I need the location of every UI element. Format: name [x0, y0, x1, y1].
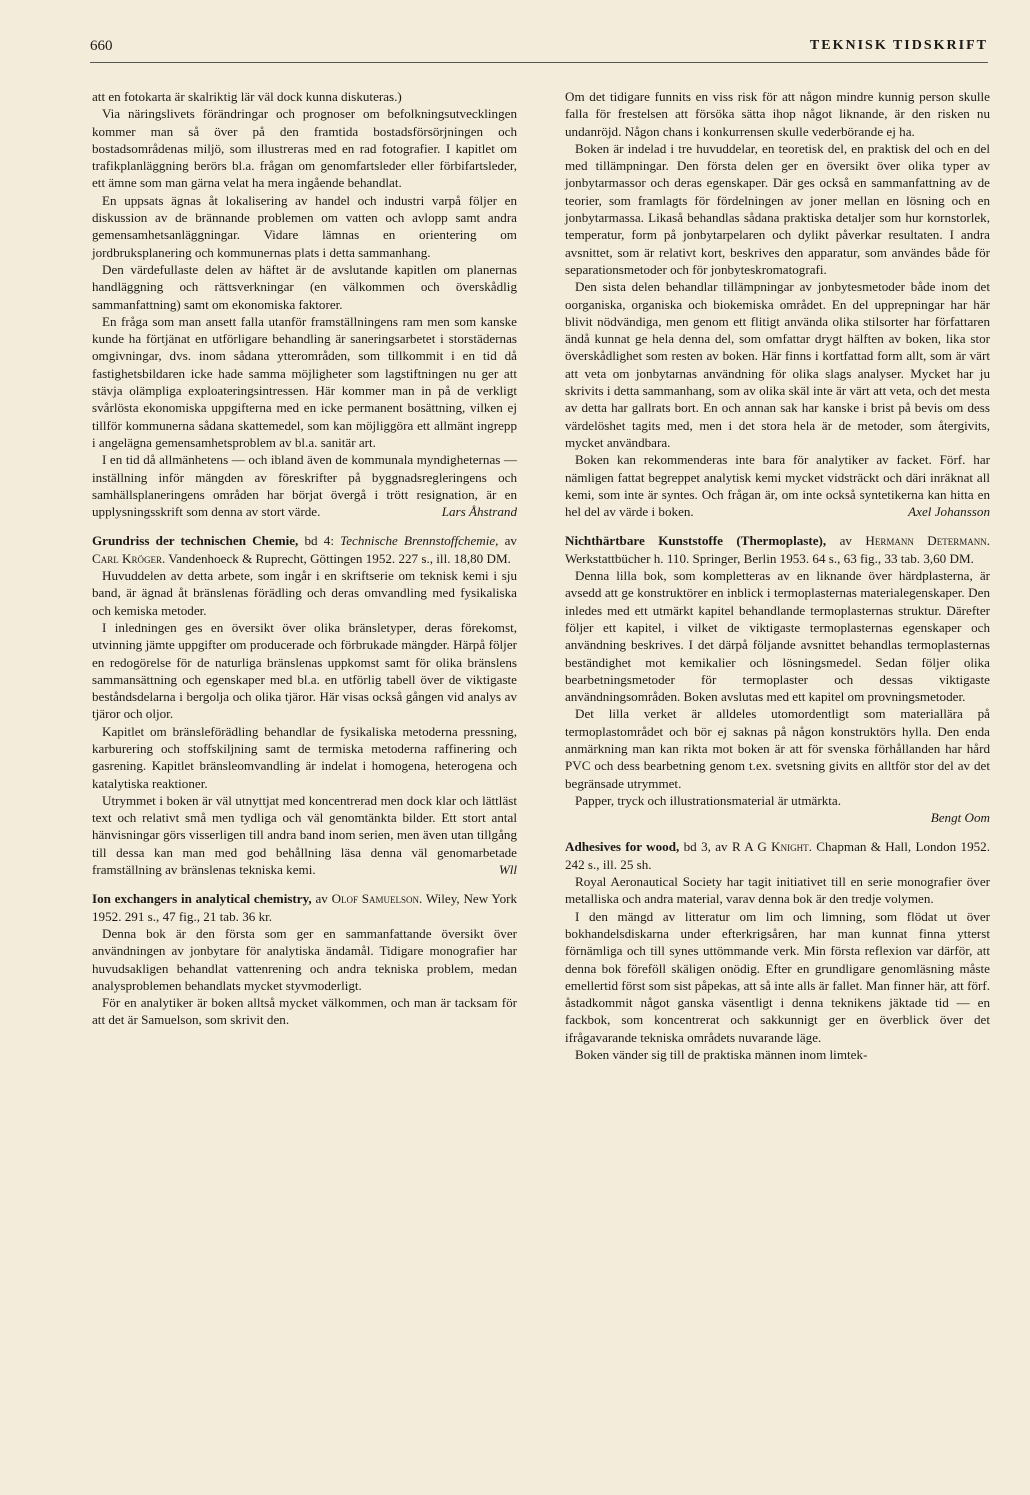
paragraph: att en fotokarta är skalriktig lär väl dock kunna diskuteras.)	[92, 89, 402, 104]
book-title: Adhesives for wood,	[565, 839, 680, 855]
right-column	[565, 88, 990, 1063]
book-author: Olof Samuelson	[331, 891, 420, 907]
reviewer-signature: Axel Johansson	[908, 504, 990, 520]
book-title: Nichthärtbare Kunststoffe (Thermoplaste),	[565, 533, 827, 549]
page-number: 660	[90, 38, 113, 54]
book-subtitle: Technische Brennstoffchemie,	[340, 533, 499, 549]
book-title: Grundriss der technischen Chemie,	[92, 533, 299, 549]
volume-text: bd 4:	[298, 533, 341, 549]
paragraph: Boken vänder sig till de praktiska männen inom limtek-	[575, 1047, 868, 1063]
paragraph-text: I en tid då allmänhetens — och ibland även de kommunala myndigheternas — inställning inför mängden av föreskrifter på byggnadsregleringens och samhällsplaneringens områden har börjat övergå i trött resignation, är en upplysningsskrift som denna av stort värde.	[92, 452, 517, 520]
by-text: av	[826, 533, 866, 549]
paragraph: I inledningen ges en översikt över olika bränsletyper, deras förekomst, utvinning jämte uppgifter om producerade och förbrukade mängder. Härpå följer en redogörelse för de naturliga bränslenas uppkomst samt för olika bränslens sammansättning och egenskaper med bl.a. en utförlig tabell över de viktigaste beståndsdelarna i bergolja och olika tjäror. Här visas också gången vid analys av tjäror och oljor.	[92, 619, 517, 722]
review-heading	[92, 532, 517, 567]
book-title: Ion exchangers in analytical chemistry,	[92, 891, 312, 907]
paragraph: Via näringslivets förändringar och prognoser om befolkningsutvecklingen kommer man så över på den framtida bostadsförsörjningen och bostadsområdenas miljö, som illustreras med en rad fotografier. I kapitlet om trafikplanläggning berörs bl.a. frågan om genomfartsleder eller förbifartsleder, ett ämne som man gärna velat ha mera ingående behandlat.	[92, 106, 517, 191]
left-column	[92, 88, 517, 1029]
paragraph: En uppsats ägnas åt lokalisering av handel och industri varpå följer en diskussion av de brännande problemen om vatten och avlopp samt andra gemensamhetsanläggningar. Vidare lämnas en orientering om jordbruksplanering och kommunernas plats i detta sammanhang.	[92, 192, 517, 260]
reviewer-signature: Lars Åhstrand	[441, 504, 517, 520]
book-author: Carl Kröger	[92, 550, 162, 566]
review-heading	[565, 532, 990, 567]
paragraph: Papper, tryck och illustrationsmaterial är utmärkta.	[575, 792, 841, 808]
paragraph: En fråga som man ansett falla utanför framställningens ram men som kanske kunde ha förtjänat en utförligare behandling är saneringsarbetet i storstädernas omgivningar, dvs. inom sådana ytterområden, som tillkommit i en tid då fastighetsbildaren icke hade samma möjligheter som lagstiftningen nu ger att stävja olämpliga exploateringsintressen. Här kommer man in på de verkligt svårlösta ekonomiska uppgifterna med en icke permanent bosättning, vilken ej tillför kommunerna sådana skattemedel, som kan möjliggöra ett allmänt ingrepp i angelägna gemensamhetsproblem av bl.a. sanitär art.	[92, 313, 517, 450]
paragraph: Kapitlet om bränsleförädling behandlar de fysikaliska metoderna pressning, karburering och stoffskiljning samt de termiska metoderna raffinering och gasrening. Kapitlet bränsleomvandling är indelat i homogena, heterogena och katalytiska reaktioner.	[92, 723, 517, 791]
by-text: av	[311, 891, 332, 907]
paragraph: I den mängd av litteratur om lim och limning, som flödat ut över bokhandelsdiskarna under efterkrigsåren, har man kunnat finna ytterst förnämliga och till synes uttömmande verk. Min första reflexion var därför, att denna bok föreföll skäligen onödig. Efter en grundligare genomläsning måste emellertid först som sist påpekas, att så inte alls är fallet. Man finner här, att förf. åstadkommit något ganska väsentligt i denna teknikens jäktade tid — en fackbok, som koncentrerat och sakkunnigt ger en överblick över det ifrågavarande tekniska områdets nuvarande läge.	[565, 908, 990, 1045]
reviewer-signature: Bengt Oom	[930, 810, 990, 826]
journal-title: TEKNISK TIDSKRIFT	[809, 38, 988, 53]
publication-info: . Vandenhoeck & Ruprecht, Göttingen 1952. 227 s., ill. 18,80 DM.	[161, 550, 511, 566]
reviewer-signature: Wll	[498, 862, 517, 878]
paragraph: Den värdefullaste delen av häftet är de avslutande kapitlen om planernas handläggning och rättsverkningar (en välkommen och överskådlig sammanfattning) samt om ekonomiska faktorer.	[92, 261, 517, 312]
paragraph: Denna bok är den första som ger en sammanfattande översikt över användningen av jonbytare för analytiska ändamål. Tidigare monografier har huvudsakligen behandlat vattenrening och andra tekniska problem, medan analysproblemen behandlats mycket styvmoderligt.	[92, 925, 517, 993]
paragraph: Den sista delen behandlar tillämpningar av jonbytesmetoder både inom det oorganiska, organiska och biokemiska området. En del upprepningar har här blivit nödvändiga, men genom ett flitigt använda olika stilsorter har författaren ändå kunnat ge hela denna del, som omfattar drygt hälften av boken, lika stor överskådlighet som resten av boken. Här finns i kortfattad form allt, som är värt att veta om jonbytarnas användning för olika slags analyser. Mycket har ju skrivits i detta sammanhang, som av olika skäl inte är värt att veta, och det mesta av detta har gallrats bort. En och annan sak har kanske i brist på bevis om dess värdelöshet tagits med, men i det stora hela är de metoder, som återgivits, mycket användbara.	[565, 279, 990, 450]
paragraph-text: Boken kan rekommenderas inte bara för analytiker av facket. Förf. har nämligen fattat begreppet analytisk kemi mycket vidsträckt och däri inräknat all kemi, som inte är syntes. Och frågan är, om inte också syntetikerna kan hitta en hel del av värde i boken.	[565, 452, 990, 520]
paragraph: Boken är indelad i tre huvuddelar, en teoretisk del, en praktisk del och en del med tillämpningar. Den första delen ger en översikt över olika typer av jonbytarmassor och deras egenskaper. Där ges också en sammanfattning av de teorier, som framlagts för fördelningen av joner mellan en lösning och en jonbytarmassa. Likaså behandlas sådana praktiska detaljer som hur kornstorlek, temperatur, form på jonbytarpelaren och dylikt påverkar resultaten. I andra avsnittet, som är relativt kort, beskrives den apparatur, som användes både för separationsmetoder och för jonbyteskromatografi.	[565, 140, 990, 277]
paragraph: Denna lilla bok, som kompletteras av en liknande över härdplasterna, är avsedd att ge konstruktörer en inblick i termoplasternas materialegenskaper. Den inledes med ett utmärkt kapitel behandlande termoplasternas struktur. Därefter följer ett kapitel, i vilket de viktigaste termoplasternas egenskaper och användning beskrives. I det därpå följande avsnittet behandlas termoplasternas beständighet mot kemikalier och lösningsmedel. Sedan följer olika bearbetningsmetoder för termoplaster och dessas viktigaste användningsområden. Boken avslutas med ett kapitel om provningsmetoder.	[565, 568, 990, 705]
paragraph: Huvuddelen av detta arbete, som ingår i en skriftserie om teknisk kemi i sju band, är ägnad åt bränslenas förädling och deras omvandling med fysikaliska och kemiska metoder.	[92, 568, 517, 618]
paragraph: Det lilla verket är alldeles utomordentligt som materiallära på termoplastområdet och bör ej saknas på någon konstruktörs hylla. Den enda anmärkning man kan rikta mot boken är att för svenska förhållanden har hård PVC och dess bearbetning genom t.ex. svetsning givits en alltför stor del av det begränsade utrymmet.	[565, 706, 990, 791]
paragraph-with-signature	[92, 451, 517, 520]
paragraph: För en analytiker är boken alltså mycket välkommen, och man är tacksam för att det är Samuelson, som skrivit den.	[92, 995, 517, 1028]
by-text: av	[498, 533, 517, 549]
publication-info: . Chapman & Hall, London 1952. 242 s., ill. 25 sh.	[565, 839, 990, 872]
paragraph: Royal Aeronautical Society har tagit initiativet till en serie monografier över metalliska och andra material, varav denna bok är den tredje volymen.	[565, 874, 990, 907]
paragraph-with-signature	[92, 792, 517, 878]
book-author: Hermann Determann	[865, 533, 987, 549]
book-author: R A G Knight	[731, 839, 809, 855]
paragraph-with-signature	[565, 451, 990, 520]
publication-info: . Werkstattbücher h. 110. Springer, Berlin 1953. 64 s., 63 fig., 33 tab. 3,60 DM.	[565, 533, 991, 566]
review-heading	[92, 890, 517, 925]
paragraph-text: Utrymmet i boken är väl utnyttjat med koncentrerad men dock klar och lättläst text och relativt små men tydliga och väl genomtänkta bilder. Ett stort antal hänvisningar görs visserligen till andra band inom serien, men även utan tillgång till dessa kan man med god behållning läsa denna väl genomarbetade framställning av bränslenas tekniska kemi.	[92, 792, 517, 878]
paragraph: Om det tidigare funnits en viss risk för att någon mindre kunnig person skulle falla för frestelsen att försöka sätta ihop något liknande, är den risken nu undanröjd. Någon chans i konkurrensen skulle vederbörande ej ha.	[565, 89, 990, 139]
volume-text: bd 3, av	[679, 839, 732, 855]
running-header	[90, 36, 988, 63]
review-heading	[565, 838, 990, 873]
publication-info: . Wiley, New York 1952. 291 s., 47 fig., 21 tab. 36 kr.	[92, 891, 518, 924]
